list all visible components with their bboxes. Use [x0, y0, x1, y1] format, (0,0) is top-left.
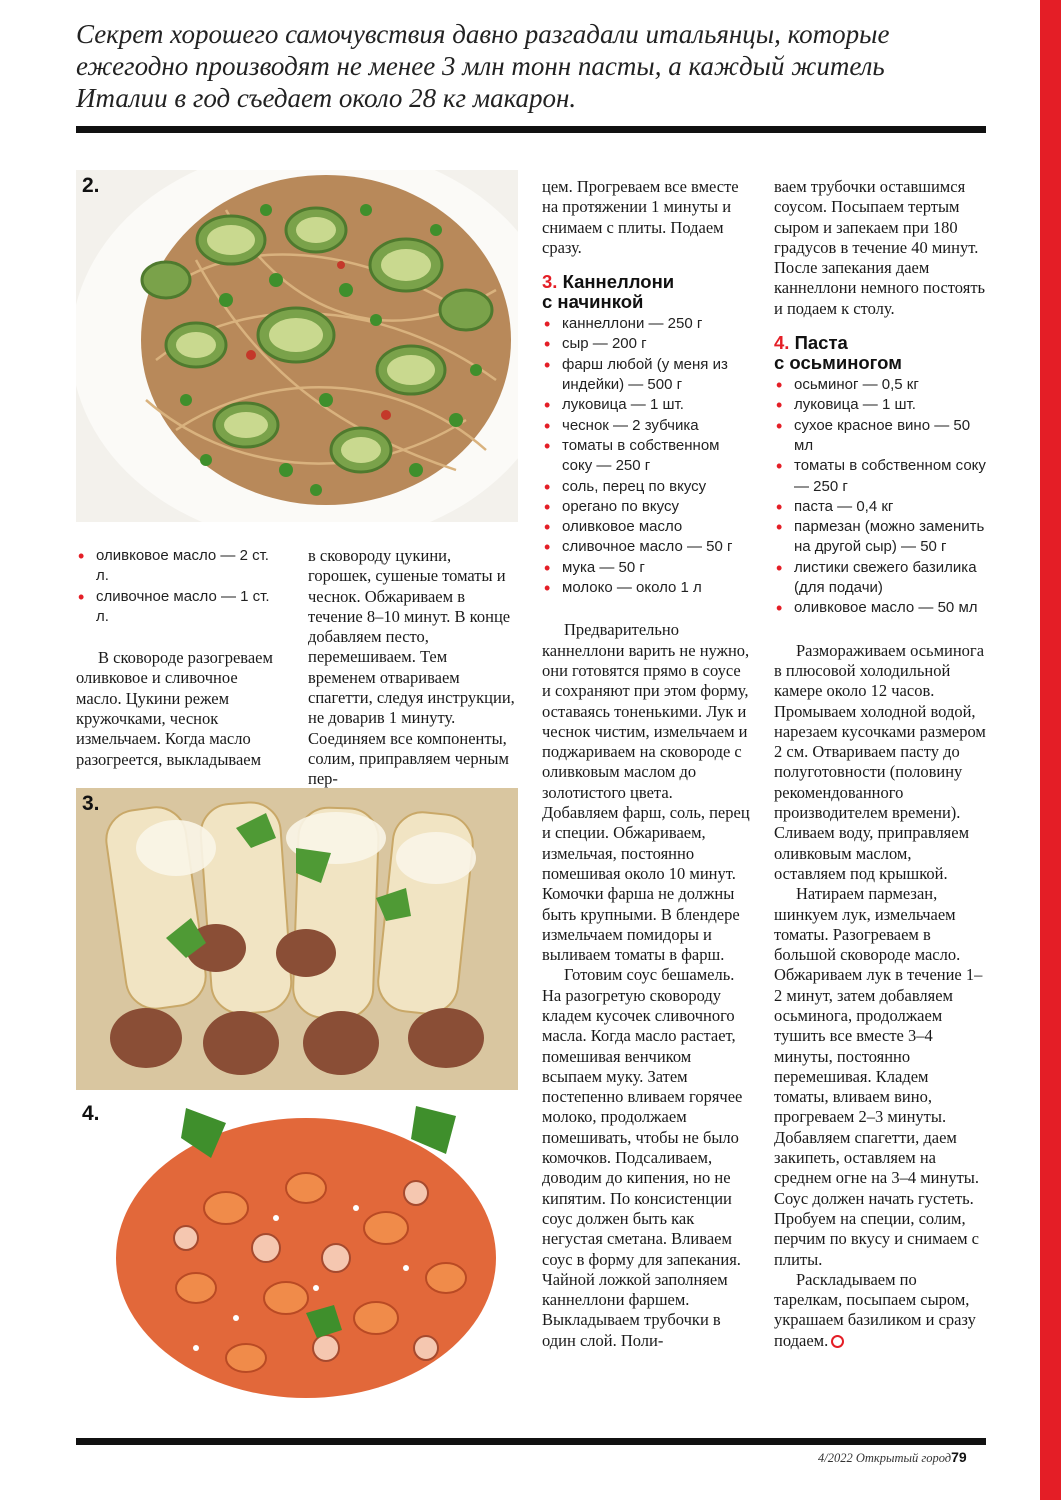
recipe-title: с осьминогом	[774, 352, 902, 374]
ingredient-item: • мука — 50 г	[542, 558, 750, 578]
column-2	[308, 546, 518, 790]
recipe-title: Паста	[794, 332, 848, 354]
top-rule	[76, 126, 986, 133]
paragraph: ваем трубочки оставшимся соусом. Посыпаем тертым сыром и запекаем при 180 градусов в течение 40 минут. После запекания даем каннеллони немного постоять и подаем к столу.	[774, 177, 986, 318]
recipe-number: 3.	[542, 271, 558, 293]
ingredient-item: • паста — 0,4 кг	[774, 497, 986, 517]
ingredient-item: • пармезан (можно заменить на другой сыр) — 50 г	[774, 517, 986, 558]
recipe-number: 4.	[774, 332, 790, 354]
paragraph-text: Раскладываем по тарелкам, посыпаем сыром, украшаем базиликом и сразу подаем.	[774, 1269, 976, 1350]
recipe-heading	[542, 272, 750, 312]
paragraph: В сковороде разогреваем оливковое и сливочное масло. Цукини режем кружочками, чеснок измельчаем. Когда масло разогреется, выкладываем	[76, 648, 273, 769]
paragraph: цем. Прогреваем все вместе на протяжении 1 минуты и снимаем с плиты. Подаем сразу.	[542, 177, 739, 257]
ingredient-item: • осьминог — 0,5 кг	[774, 375, 986, 395]
end-of-article-icon	[831, 1335, 844, 1348]
octopus-pasta-image	[76, 1098, 518, 1404]
paragraph: Предварительно каннеллони варить не нужно, они готовятся прямо в соусе и сохраняют при этом форму, оставаясь тоненькими. Лук и чеснок чистим, измельчаем и поджариваем на сковороде с оливковым маслом до золотистого цвета. Добавляем фарш, соль, перец и специи. Обжариваем, измельчая, постоянно помешивая около 10 минут. Комочки фарша не должны быть крупными. В блендере измельчаем помидоры и выливаем томаты в фарш.	[542, 620, 750, 965]
ingredient-item: • листики свежего базилика (для подачи)	[774, 558, 986, 599]
photo-cannelloni	[76, 788, 518, 1090]
ingredient-item: • орегано по вкусу	[542, 497, 750, 517]
photo-number: 2.	[82, 174, 100, 197]
intro-text	[76, 18, 976, 114]
ingredient-item: • молоко — около 1 л	[542, 578, 750, 598]
intro-line: ежегодно производят не менее 3 млн тонн пасты, а каждый житель	[76, 51, 885, 81]
recipe-title: Каннеллони	[562, 271, 675, 293]
paragraph: Натираем пармезан, шинкуем лук, измельчаем томаты. Разогреваем в большой сковороде масло. Обжариваем лук в течение 1–2 минут, затем добавляем осьминога, продолжаем тушить все вместе 3–4 минуты, постоянно перемешивая. Кладем томаты, вливаем вино, прогреваем 2–3 минуты. Добавляем спагетти, даем закипеть, оставляем на среднем огне на 3–4 минуты. Соус должен начать густеть. Пробуем на специи, солим, перчим по вкусу и снимаем с плиты.	[774, 884, 983, 1269]
ingredient-item: • сухое красное вино — 50 мл	[774, 416, 986, 457]
paragraph	[774, 1270, 986, 1351]
ingredient-item: • луковица — 1 шт.	[774, 395, 986, 415]
ingredient-item: • фарш любой (у меня из индейки) — 500 г	[542, 355, 750, 396]
ingredient-item: • томаты в собственном соку — 250 г	[542, 436, 750, 477]
ingredient-item: • луковица — 1 шт.	[542, 395, 750, 415]
photo-spaghetti-zucchini	[76, 170, 518, 522]
recipe-title: с начинкой	[542, 291, 644, 313]
ingredient-list	[774, 375, 986, 619]
ingredient-item: • оливковое масло — 2 ст. л.	[76, 546, 286, 587]
paragraph: Размораживаем осьминога в плюсовой холодильной камере около 12 часов. Промываем холодной водой, нарезаем кусочками размером 2 см. Отвариваем пасту до полуготовности (половину рекомендованного производителем времени). Сливаем воду, приправляем оливковым маслом, оставляем под крышкой.	[774, 640, 986, 883]
ingredient-item: • каннеллони — 250 г	[542, 314, 750, 334]
ingredient-list	[542, 314, 750, 598]
ingredient-item: • чеснок — 2 зубчика	[542, 416, 750, 436]
spaghetti-image	[76, 170, 518, 522]
ingredient-item: • томаты в собственном соку — 250 г	[774, 456, 986, 497]
ingredient-item: • сливочное масло — 50 г	[542, 537, 750, 557]
ingredient-item: • оливковое масло — 50 мл	[774, 598, 986, 618]
page-number: 79	[951, 1449, 967, 1465]
recipe-heading	[774, 333, 986, 373]
page-edge-accent	[1040, 0, 1061, 1500]
issue-label: 4/2022 Открытый город	[818, 1451, 952, 1465]
paragraph: в сковороду цукини, горошек, сушеные томаты и чеснок. Обжариваем в течение 8–10 минут. В конце добавляем песто, перемешиваем. Тем временем отвариваем спагетти, следуя инструкции, не доварив 1 минуту. Соединяем все компоненты, солим, приправляем черным пер-	[308, 546, 515, 789]
intro-line: Италии в год съедает около 28 кг макарон.	[76, 83, 577, 113]
intro-line: Секрет хорошего самочувствия давно разгадали итальянцы, которые	[76, 19, 890, 49]
column-1	[76, 546, 286, 770]
paragraph: Готовим соус бешамель. На разогретую сковороду кладем кусочек сливочного масла. Когда масло растает, помешивая венчиком всыпаем муку. Затем постепенно вливаем горячее молоко, продолжаем помешивать, чтобы не было комочков. Подсаливаем, доводим до кипения, но не кипятим. По консистенции соус должен быть как негустая сметана. Вливаем соус в форму для запекания. Чайной ложкой заполняем каннеллони фаршем. Выкладываем трубочки в один слой. Поли-	[542, 965, 743, 1350]
photo-number: 4.	[82, 1102, 100, 1125]
photo-number: 3.	[82, 792, 100, 815]
ingredient-item: • оливковое масло	[542, 517, 750, 537]
ingredient-item: • соль, перец по вкусу	[542, 477, 750, 497]
column-4	[774, 177, 986, 1351]
cannelloni-image	[76, 788, 518, 1090]
bottom-rule	[76, 1438, 986, 1445]
page-footer	[818, 1449, 967, 1466]
photo-pasta-octopus	[76, 1098, 518, 1404]
ingredient-item: • сливочное масло — 1 ст. л.	[76, 587, 286, 628]
ingredient-item: • сыр — 200 г	[542, 334, 750, 354]
column-3	[542, 177, 750, 1351]
ingredient-list	[76, 546, 286, 627]
